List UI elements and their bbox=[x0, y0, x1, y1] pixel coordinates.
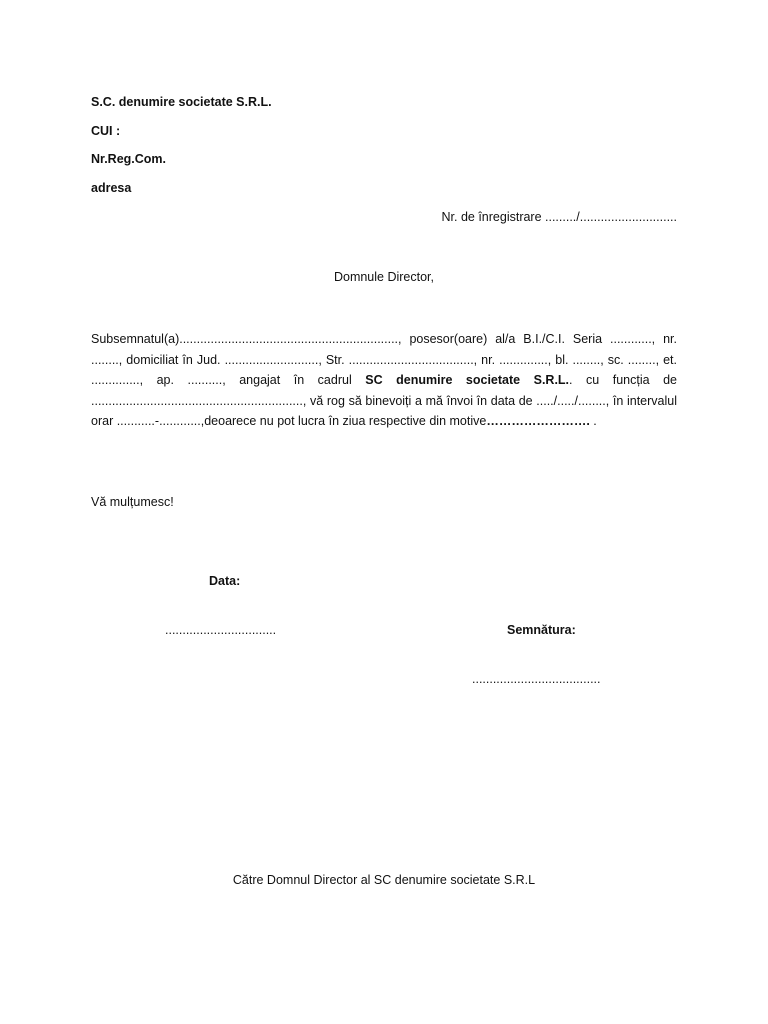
request-body bbox=[91, 329, 677, 432]
company-address: adresa bbox=[91, 181, 132, 195]
addressee-line: Către Domnul Director al SC denumire societate S.R.L bbox=[232, 873, 536, 887]
thanks-line: Vă mulțumesc! bbox=[91, 495, 174, 509]
company-cui: CUI : bbox=[91, 124, 121, 138]
body-part-1: Subsemnatul(a)..............................................................., posesor(oare) al/a B.I./C.I. Seria ............, nr. ........, domiciliat în Jud. ..........................., Str. ...................................., nr. .............., bl. ........, sc. ........, et. .............., ap. .........., angajat în cadrul bbox=[91, 332, 677, 387]
salutation: Domnule Director, bbox=[333, 270, 435, 284]
body-part-2: . cu funcția de ............................................................., vă rog să binevoiți a mă învoi în data de ...../...../........, în intervalul orar ...........-............,deoarece nu pot lucra în ziua respective din motive bbox=[91, 373, 677, 428]
signature-field: ..................................... bbox=[472, 672, 601, 686]
body-part-3: . bbox=[589, 414, 597, 428]
registration-number: Nr. de înregistrare ........./............................ bbox=[441, 210, 677, 224]
body-company-name: SC denumire societate S.R.L. bbox=[365, 373, 570, 387]
company-reg-com: Nr.Reg.Com. bbox=[91, 152, 167, 166]
date-label: Data: bbox=[209, 574, 241, 588]
signature-label: Semnătura: bbox=[507, 623, 576, 637]
body-motive-dots: ……………………. bbox=[486, 414, 590, 428]
date-field: ................................ bbox=[165, 623, 277, 637]
company-name: S.C. denumire societate S.R.L. bbox=[91, 95, 272, 109]
